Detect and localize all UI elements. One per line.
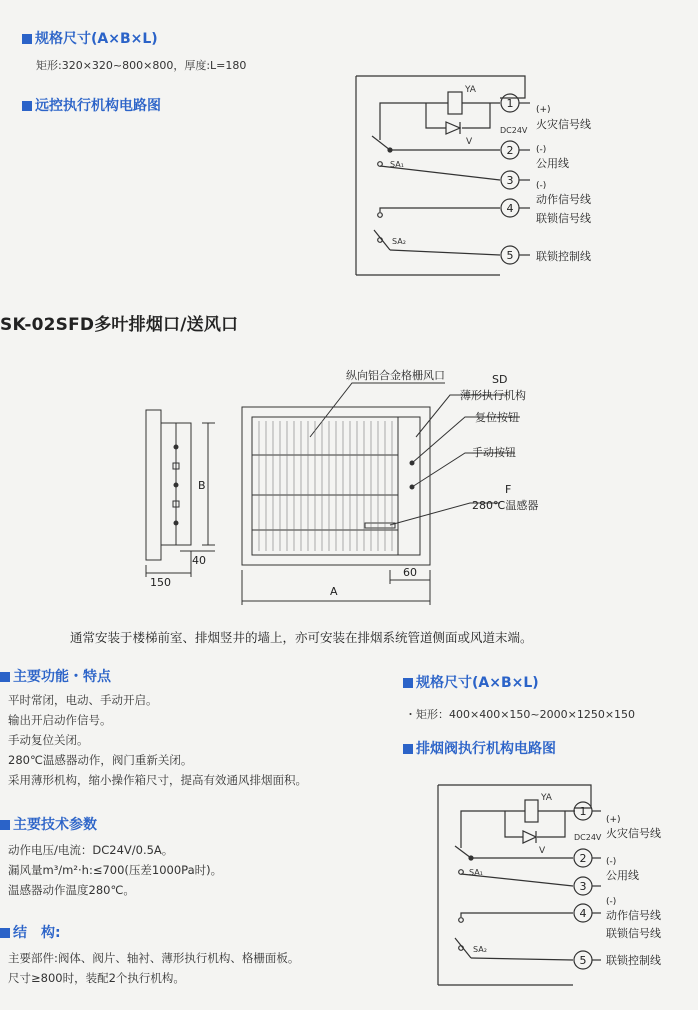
structure-heading: 结 构:: [0, 922, 61, 942]
bullet-square-icon: [0, 672, 10, 682]
circuit-wire: [462, 103, 490, 128]
bullet-square-icon: [403, 678, 413, 688]
circuit-wire: [390, 250, 500, 255]
line3-sign: (-): [536, 181, 547, 191]
temp-label: 280℃温感器: [472, 499, 539, 512]
ya-label: YA: [541, 793, 552, 803]
line3-sign: (-): [606, 897, 617, 907]
diode-symbol: [446, 122, 460, 134]
switch-contact: [378, 213, 383, 218]
right-circuit-heading: 排烟阀执行机构电路图: [403, 738, 556, 758]
switch-blade: [455, 938, 471, 958]
dim-b-label: B: [198, 479, 206, 492]
bottom-circuit-diagram: [433, 780, 695, 1000]
bullet-square-icon: [22, 101, 32, 111]
bullet-square-icon: [22, 34, 32, 44]
terminal-5-label: 5: [506, 249, 514, 262]
bullet-square-icon: [403, 744, 413, 754]
terminal-3-label: 3: [579, 880, 587, 893]
ya-label: YA: [465, 85, 476, 95]
list-item: 动作电压/电流：DC24V/0.5A。: [8, 843, 174, 857]
circuit-wire-top: [356, 76, 525, 98]
line2-sign: (-): [536, 145, 547, 155]
bullet-square-icon: [0, 928, 10, 938]
right-spec-heading: 规格尺寸(A×B×L): [403, 672, 539, 692]
f-label: F: [505, 483, 512, 496]
actuator-box: [398, 417, 420, 555]
terminal-5-label: 5: [579, 954, 587, 967]
dim-a-label: A: [330, 585, 338, 598]
terminal-2-label: 2: [506, 144, 514, 157]
top-circuit-heading: 远控执行机构电路图: [22, 95, 161, 115]
line1-label: 火灾信号线: [606, 827, 661, 840]
line3-label: 动作信号线: [536, 193, 591, 206]
terminal-1-label: 1: [506, 97, 514, 110]
structure-list: [8, 948, 299, 988]
sa1-label: SA₁: [390, 160, 404, 169]
top-spec-text: 矩形:320×320~800×800，厚度:L=180: [36, 59, 247, 72]
list-item: 尺寸≥800时，装配2个执行机构。: [8, 971, 185, 985]
v-label: V: [539, 846, 546, 856]
temp-sensor: [365, 523, 395, 528]
product-title: SK-02SFD多叶排烟口/送风口: [0, 315, 239, 335]
list-item: 280℃温感器动作，阀门重新关闭。: [8, 753, 193, 767]
terminal-1-label: 1: [579, 805, 587, 818]
actuator-label: 薄形执行机构: [460, 389, 526, 402]
circuit-wire: [380, 103, 448, 140]
top-circuit-diagram: [350, 70, 690, 285]
terminal-4-label: 4: [506, 202, 514, 215]
list-item: 手动复位关闭。: [8, 733, 89, 747]
line1-sign: (+): [606, 815, 621, 825]
manual-label: 手动按钮: [472, 446, 516, 459]
functions-list: [8, 690, 307, 790]
line5-label: 联锁控制线: [536, 250, 591, 263]
switch-contact: [459, 918, 464, 923]
list-item: 平时常闭，电动、手动开启。: [8, 693, 158, 707]
dc-label: DC24V: [574, 833, 602, 842]
list-item: 漏风量m³/m²·h:≤700(压差1000Pa时)。: [8, 863, 223, 877]
line2-sign: (-): [606, 857, 617, 867]
line2-label: 公用线: [606, 869, 639, 882]
sa2-label: SA₂: [392, 237, 406, 246]
diode-symbol: [523, 831, 536, 843]
switch-blade: [455, 846, 471, 858]
circuit-wire: [380, 208, 500, 212]
line4-label: 联锁信号线: [536, 212, 591, 225]
switch-contact: [388, 148, 392, 152]
right-spec-text: ・矩形：400×400×150~2000×1250×150: [405, 708, 636, 721]
list-item: 温感器动作温度280℃。: [8, 883, 135, 897]
sa2-label: SA₂: [473, 945, 487, 954]
leader-grille: [310, 383, 445, 437]
install-note: 通常安装于楼梯前室、排烟竖井的墙上，亦可安装在排烟系统管道侧面或风道末端。: [70, 630, 533, 645]
terminal-2-label: 2: [579, 852, 587, 865]
list-item: 采用薄形机构，缩小操作箱尺寸，提高有效通风排烟面积。: [8, 773, 307, 787]
line1-sign: (+): [536, 105, 551, 115]
list-item: 输出开启动作信号。: [8, 713, 112, 727]
v-label: V: [466, 137, 473, 147]
product-drawing: [120, 355, 560, 610]
circuit-wire-top: [438, 785, 591, 808]
dim-150-label: 150: [150, 576, 171, 589]
line5-label: 联锁控制线: [606, 954, 661, 967]
line4-label: 联锁信号线: [606, 927, 661, 940]
dc-label: DC24V: [500, 126, 528, 135]
top-spec-heading: 规格尺寸(A×B×L): [22, 28, 158, 48]
params-list: [8, 840, 222, 900]
line1-label: 火灾信号线: [536, 118, 591, 131]
line2-label: 公用线: [536, 157, 569, 170]
terminal-3-label: 3: [506, 174, 514, 187]
circuit-wire: [426, 103, 446, 128]
dim-60-label: 60: [403, 566, 417, 579]
switch-blade: [374, 230, 390, 250]
grille-label: 纵向铝合金格栅风口: [346, 369, 445, 382]
functions-heading: 主要功能・特点: [0, 666, 111, 686]
switch-blade: [372, 136, 390, 150]
ya-coil: [448, 92, 462, 114]
grille-panel: [252, 417, 398, 555]
reset-label: 复位按钮: [475, 411, 519, 424]
bullet-square-icon: [0, 820, 10, 830]
line3-label: 动作信号线: [606, 909, 661, 922]
ya-coil: [525, 800, 538, 822]
dim-40-label: 40: [192, 554, 206, 567]
sd-label: SD: [492, 373, 508, 386]
sa1-label: SA₁: [469, 868, 483, 877]
terminal-4-label: 4: [579, 907, 587, 920]
params-heading: 主要技术参数: [0, 814, 97, 834]
side-view-frame: [146, 410, 161, 560]
list-item: 主要部件:阀体、阀片、轴衬、薄形执行机构、格栅面板。: [8, 951, 300, 965]
